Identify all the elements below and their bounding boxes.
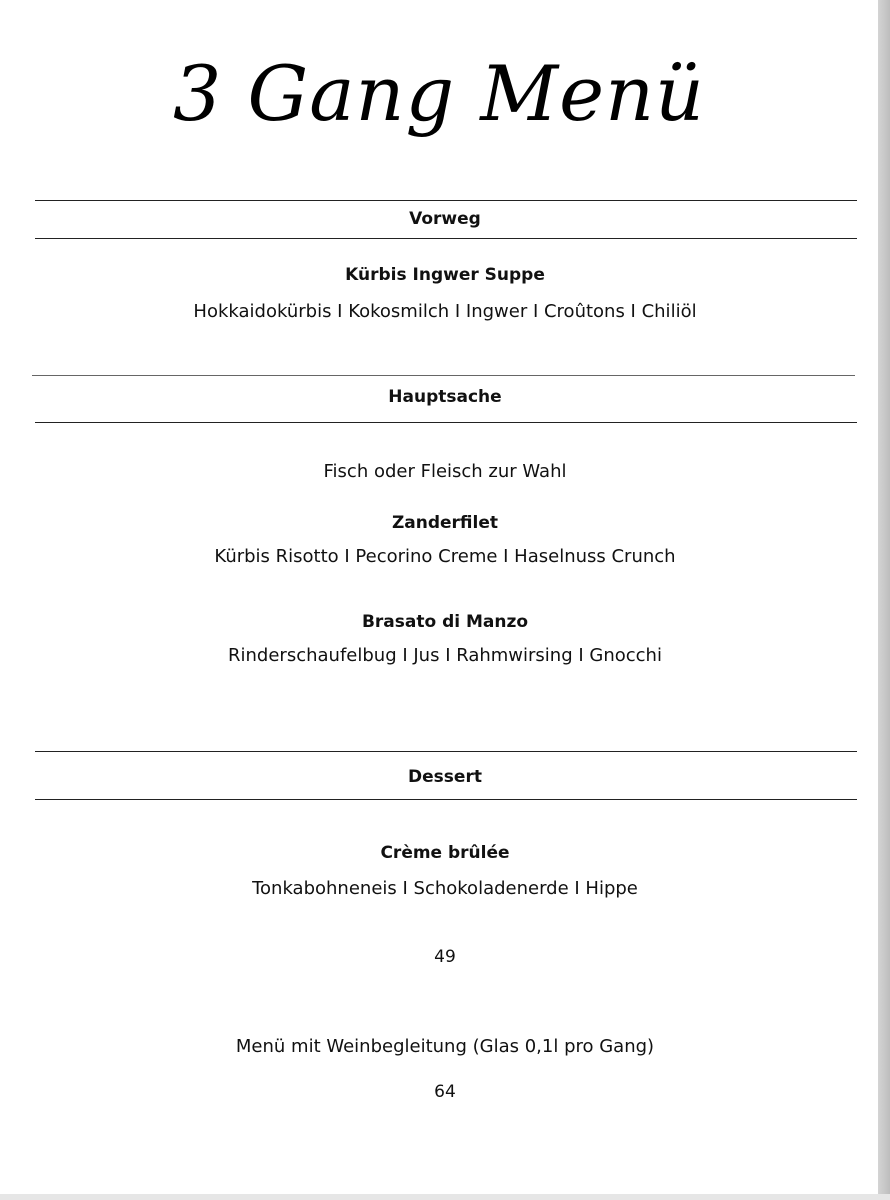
divider (35, 799, 857, 800)
menu-title: 3 Gang Menü (173, 49, 705, 138)
divider (35, 751, 857, 752)
wine-pairing-label: Menü mit Weinbegleitung (Glas 0,1l pro Gang) (235, 1036, 655, 1057)
dish-name: Crème brûlée (380, 843, 510, 863)
section-heading-dessert: Dessert (408, 767, 482, 787)
wine-pairing-price: 64 (434, 1082, 456, 1102)
divider (35, 238, 857, 239)
dish-name: Zanderfilet (391, 513, 499, 533)
page-bottom-edge (0, 1194, 890, 1200)
menu-price: 49 (434, 947, 456, 967)
dish-description: Kürbis Risotto I Pecorino Creme I Haselnuss Crunch (214, 546, 676, 567)
dish-name: Brasato di Manzo (361, 612, 529, 632)
section-note: Fisch oder Fleisch zur Wahl (323, 461, 567, 482)
divider (35, 200, 857, 201)
dish-name: Kürbis Ingwer Suppe (345, 265, 545, 285)
divider (32, 375, 855, 376)
divider (35, 422, 857, 423)
dish-description: Hokkaidokürbis I Kokosmilch I Ingwer I Croûtons I Chiliöl (193, 301, 697, 322)
section-heading-hauptsache: Hauptsache (388, 387, 502, 407)
dish-description: Rinderschaufelbug I Jus I Rahmwirsing I Gnocchi (228, 645, 662, 666)
section-heading-vorweg: Vorweg (409, 209, 481, 229)
page-edge (878, 0, 890, 1200)
dish-description: Tonkabohneneis I Schokoladenerde I Hippe (252, 878, 638, 899)
